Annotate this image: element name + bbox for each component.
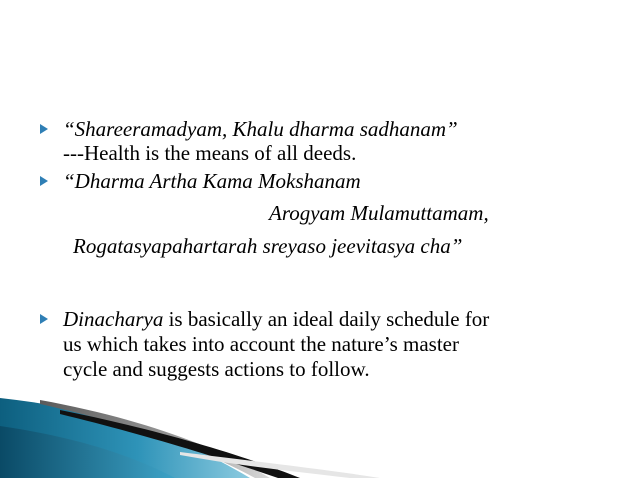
dinacharya-line-2: us which takes into account the nature’s master [63, 332, 459, 356]
verse-line-1: “Dharma Artha Kama Mokshanam [63, 169, 361, 193]
dinacharya-line-3: cycle and suggests actions to follow. [63, 357, 370, 381]
verse-line-2: Arogyam Mulamuttamam, [269, 201, 489, 225]
meaning-line: ---Health is the means of all deeds. [63, 141, 357, 165]
verse-line-3: Rogatasyapahartarah sreyaso jeevitasya cha” [73, 234, 463, 258]
quote-line: “Shareeramadyam, Khalu dharma sadhanam” [63, 117, 458, 141]
dinacharya-term: Dinacharya [63, 307, 164, 331]
dinacharya-rest: is basically an ideal daily schedule for [163, 307, 490, 331]
